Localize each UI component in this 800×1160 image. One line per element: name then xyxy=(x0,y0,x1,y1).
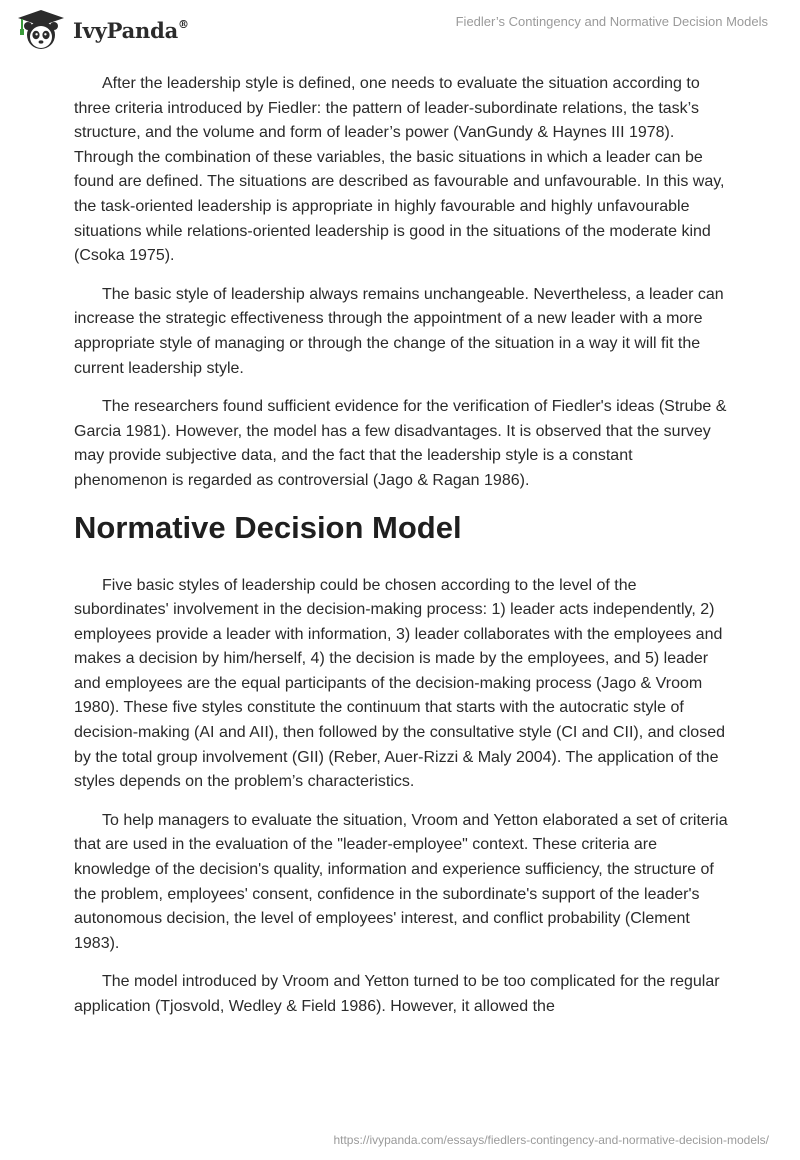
paragraph: The researchers found sufficient evidence for the verification of Fiedler's ideas (Strube & Garcia 1981). However, the model has a few disadvantages. It is observed that the survey may provide subjective data, and the fact that the leadership style is a constant phenomenon is regarded as controversial (Jago & Ragan 1986). xyxy=(74,398,727,489)
ivypanda-logo[interactable] xyxy=(14,8,189,52)
document-title: Fiedler’s Contingency and Normative Decision Models xyxy=(455,14,768,29)
brand-name: IvyPanda® xyxy=(73,17,189,43)
essay-body xyxy=(74,72,730,1034)
source-url: https://ivypanda.com/essays/fiedlers-contingency-and-normative-decision-models/ xyxy=(333,1133,769,1147)
paragraph: The model introduced by Vroom and Yetton turned to be too complicated for the regular application (Tjosvold, Wedley & Field 1986). However, it allowed the xyxy=(74,973,720,1015)
paragraph: Five basic styles of leadership could be chosen according to the level of the subordinates' involvement in the decision-making process: 1) leader acts independently, 2) employees provide a leader with information, 3) leader collaborates with the employees and makes a decision by him/herself, 4) the decision is made by the employees, and 5) leader and employees are the equal participants of the decision-making process (Jago & Vroom 1980). These five styles constitute the continuum that starts with the autocratic style of decision-making (AI and AII), then followed by the consultative style (CI and CII), and closed by the total group involvement (GII) (Reber, Auer-Rizzi & Maly 2004). The application of the styles depends on the problem’s characteristics. xyxy=(74,576,725,791)
paragraph: To help managers to evaluate the situation, Vroom and Yetton elaborated a set of criteria that are used in the evaluation of the "leader-employee" context. These criteria are knowledge of the decision's quality, information and experience sufficiency, the structure of the problem, employees' consent, confidence in the subordinate's support of the leader's autonomous decision, the level of employees' interest, and conflict probability (Clement 1983). xyxy=(74,811,728,952)
paragraph: After the leadership style is defined, one needs to evaluate the situation according to three criteria introduced by Fiedler: the pattern of leader-subordinate relations, the task’s structure, and the volume and form of leader’s power (VanGundy & Haynes III 1978). Through the combination of these variables, the basic situations in which a leader can be found are defined. The situations are described as favourable and unfavourable. In this way, the task-oriented leadership is appropriate in highly favourable and highly unfavourable situations while relations-oriented leadership is good in the situations of the moderate kind (Csoka 1975). xyxy=(74,75,725,265)
page-header xyxy=(0,0,800,60)
paragraph: The basic style of leadership always remains unchangeable. Nevertheless, a leader can increase the strategic effectiveness through the appointment of a new leader with a more appropriate style of managing or through the change of the situation in a way it will fit the current leadership style. xyxy=(74,285,724,377)
section-heading: Normative Decision Model xyxy=(74,509,462,545)
panda-graduate-icon xyxy=(14,8,68,52)
